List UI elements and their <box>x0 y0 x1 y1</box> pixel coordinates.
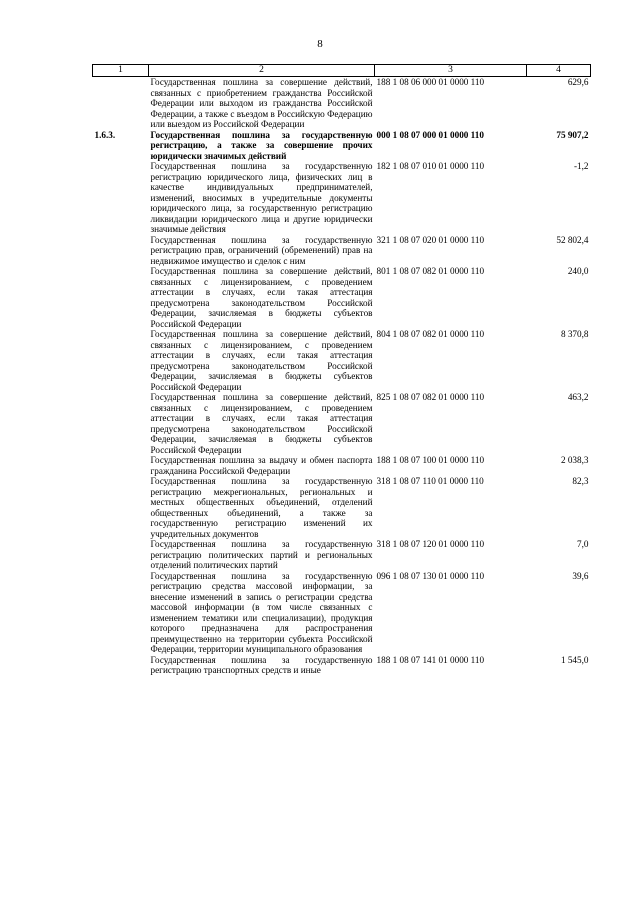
row-number <box>93 161 149 235</box>
row-number <box>93 392 149 455</box>
table-body <box>93 77 591 676</box>
table-row <box>93 476 591 539</box>
row-number <box>93 476 149 539</box>
row-amount: -1,2 <box>573 161 589 171</box>
row-description: Государственная пошлина за государственную регистрацию межрегиональных, региональных и местных общественных объединений, отделений общественных объединений, а также за государственную регистрацию изменений их учредительных документов <box>150 476 373 539</box>
column-header-1: 1 <box>93 65 149 77</box>
budget-classification-code: 318 1 08 07 120 01 0000 110 <box>376 539 485 549</box>
row-description: Государственная пошлина за государственную регистрацию средства массовой информации, за внесение изменений в запись о регистрации средства массовой информации (в том числе связанных с изменением тематики или специализации), продукция которого предназначена для распространения преимущественно на территории субъекта Российской Федерации, территории муниципального образования <box>150 570 373 654</box>
table-row <box>93 571 591 655</box>
row-amount: 1 545,0 <box>560 654 589 665</box>
row-number: 1.6.3. <box>94 129 116 140</box>
budget-classification-code: 188 1 08 07 100 01 0000 110 <box>376 455 485 465</box>
row-amount: 2 038,3 <box>560 455 589 465</box>
budget-classification-code: 000 1 08 07 000 01 0000 110 <box>376 129 484 140</box>
row-amount: 39,6 <box>572 570 589 581</box>
table-row <box>93 392 591 455</box>
row-number <box>93 539 149 571</box>
budget-classification-code: 182 1 08 07 010 01 0000 110 <box>376 161 485 171</box>
row-amount: 75 907,2 <box>556 129 589 140</box>
row-description: Государственная пошлина за государственную регистрацию, а также за совершение прочих юридически значимых действий <box>150 129 373 161</box>
table-row <box>93 539 591 571</box>
table-row <box>93 266 591 329</box>
row-amount: 8 370,8 <box>560 329 589 339</box>
row-description: Государственная пошлина за совершение действий, связанных с лицензированием, с проведением аттестации в случаях, если такая аттестация предусмотрена законодательством Российской Федерации, зачисляемая в бюджеты субъектов Российской Федерации <box>150 266 373 329</box>
budget-classification-code: 096 1 08 07 130 01 0000 110 <box>376 570 485 581</box>
table-row <box>93 235 591 267</box>
budget-classification-code: 825 1 08 07 082 01 0000 110 <box>376 392 485 402</box>
row-amount: 240,0 <box>567 266 589 276</box>
table-row <box>93 161 591 235</box>
table-row <box>93 77 591 130</box>
row-amount: 52 802,4 <box>556 234 589 245</box>
row-description: Государственная пошлина за совершение действий, связанных с приобретением гражданства Российской Федерации или выходом из гражданства Российской Федерации, а также с въездом в Российскую Федерацию или выездом из Российской Федерации <box>150 77 373 129</box>
row-number <box>93 329 149 392</box>
column-header-4: 4 <box>527 65 591 77</box>
row-amount: 463,2 <box>567 392 589 402</box>
row-amount: 82,3 <box>572 476 589 486</box>
row-amount: 629,6 <box>567 77 589 87</box>
budget-classification-code: 801 1 08 07 082 01 0000 110 <box>376 266 485 276</box>
row-number <box>93 571 149 655</box>
column-header-2: 2 <box>149 65 375 77</box>
row-description: Государственная пошлина за государственную регистрацию политических партий и региональных отделений политических партий <box>150 539 373 570</box>
table-row <box>93 655 591 676</box>
row-number <box>93 455 149 476</box>
revenue-table <box>92 64 591 676</box>
row-description: Государственная пошлина за совершение действий, связанных с лицензированием, с проведением аттестации в случаях, если такая аттестация предусмотрена законодательством Российской Федерации, зачисляемая в бюджеты субъектов Российской Федерации <box>150 329 373 392</box>
row-description: Государственная пошлина за совершение действий, связанных с лицензированием, с проведением аттестации в случаях, если такая аттестация предусмотрена законодательством Российской Федерации, зачисляемая в бюджеты субъектов Российской Федерации <box>150 392 373 455</box>
row-number <box>93 235 149 267</box>
row-description: Государственная пошлина за государственную регистрацию транспортных средств и иные <box>150 654 373 675</box>
budget-classification-code: 804 1 08 07 082 01 0000 110 <box>376 329 485 339</box>
table-row <box>93 329 591 392</box>
row-number <box>93 266 149 329</box>
page-number: 8 <box>317 38 323 50</box>
table-header <box>93 65 591 77</box>
row-number <box>93 655 149 676</box>
budget-classification-code: 318 1 08 07 110 01 0000 110 <box>376 476 484 486</box>
row-description: Государственная пошлина за выдачу и обмен паспорта гражданина Российской Федерации <box>150 455 373 476</box>
row-description: Государственная пошлина за государственную регистрацию юридического лица, физических лиц в качестве индивидуальных предпринимателей, изменений, вносимых в учредительные документы юридического лица, за государственную регистрацию ликвидации юридического лица и другие юридически значимые действия <box>150 161 373 234</box>
row-description: Государственная пошлина за государственную регистрацию прав, ограничений (обременений) прав на недвижимое имущество и сделок с ним <box>150 234 373 266</box>
budget-classification-code: 188 1 08 07 141 01 0000 110 <box>376 654 485 665</box>
row-number <box>93 77 149 130</box>
table-row <box>93 130 591 162</box>
budget-classification-code: 321 1 08 07 020 01 0000 110 <box>376 234 485 245</box>
row-amount: 7,0 <box>577 539 589 549</box>
table-row <box>93 455 591 476</box>
budget-classification-code: 188 1 08 06 000 01 0000 110 <box>376 77 485 87</box>
column-header-3: 3 <box>375 65 527 77</box>
